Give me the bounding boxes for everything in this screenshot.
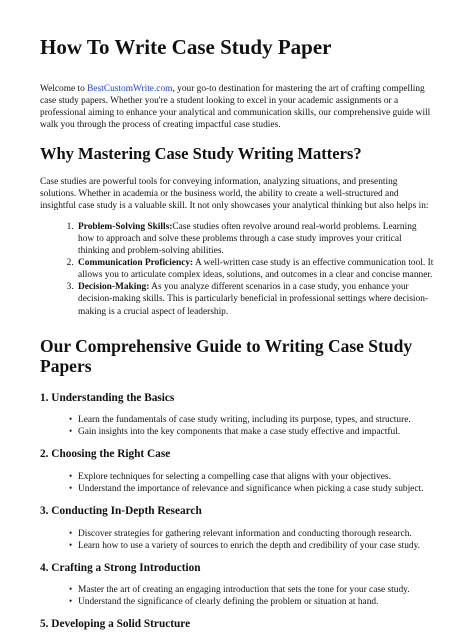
item-term: Decision-Making: (78, 282, 150, 293)
intro-before: Welcome to (40, 84, 88, 95)
guide-section (40, 562, 434, 609)
guide-section (40, 392, 434, 439)
bullet-list (40, 584, 434, 608)
section-heading: 1. Understanding the Basics (40, 391, 175, 404)
section-heading: 5. Developing a Solid Structure (40, 618, 191, 631)
item-term: Problem-Solving Skills: (78, 222, 173, 233)
section-heading: 3. Conducting In-Depth Research (40, 505, 202, 517)
bullet-item: • Understand the importance of relevance and significance when picking a case study subject. (78, 483, 434, 495)
guide-section (40, 448, 434, 495)
why-body: Case studies are powerful tools for conveying information, analyzing situations, and presenting solutions. Whether in academia or the business world, the ability to create a well-structured and insightful case study is a valuable skill. It not only showcases your analytical thinking but also helps in: (40, 177, 429, 212)
site-link[interactable]: BestCustomWrite.com (87, 84, 173, 95)
bullet-item: • Master the art of creating an engaging introduction that sets the tone for your case study. (78, 584, 434, 596)
item-text: A well-written case study is an effective communication tool. It allows you to articulate complex ideas, solutions, and outcomes in a clear and concise manner. (78, 258, 434, 281)
bullet-item: • Explore techniques for selecting a compelling case that aligns with your objectives. (78, 471, 434, 483)
section-heading: 4. Crafting a Strong Introduction (40, 561, 201, 574)
section-heading: 2. Choosing the Right Case (40, 448, 171, 461)
bullet-list (40, 471, 434, 495)
intro-paragraph (40, 83, 434, 131)
guide-heading: Our Comprehensive Guide to Writing Case Study Papers (40, 335, 413, 376)
bullet-item: • Discover strategies for gathering relevant information and conducting thorough research. (78, 528, 434, 540)
guide-section (40, 505, 434, 552)
list-item (76, 221, 434, 257)
benefits-list (40, 221, 434, 317)
bullet-item: • Learn how to use a variety of sources to enrich the depth and credibility of your case study. (78, 540, 434, 552)
item-text: As you analyze different scenarios in a case study, you enhance your decision-making skills. This is particularly beneficial in professional settings where decision-making is a crucial aspect of leadership. (78, 282, 429, 317)
list-item (76, 281, 434, 317)
page-title: How To Write Case Study Paper (40, 35, 332, 59)
bullet-item: • Understand the significance of clearly defining the problem or situation at hand. (78, 596, 434, 608)
bullet-list (40, 528, 434, 552)
bullet-item: • Gain insights into the key components that make a case study effective and impactful. (78, 426, 434, 438)
bullet-list (40, 414, 434, 438)
intro-after: , your go-to destination for mastering the art of crafting compelling case study papers. Whether you're a student looking to excel in your academic assignments or a professional aiming to enhance your analytical and communication skills, our comprehensive guide will walk you through the process of creating impactful case studies. (40, 84, 431, 131)
bullet-item: • Learn the fundamentals of case study writing, including its purpose, types, and structure. (78, 414, 434, 426)
why-heading: Why Mastering Case Study Writing Matters? (40, 144, 362, 164)
item-term: Communication Proficiency: (78, 258, 194, 269)
item-text: Case studies often revolve around real-world problems. Learning how to approach and solve these problems through a case study improves your critical thinking and problem-solving abilities. (78, 222, 417, 257)
guide-section (40, 618, 434, 632)
list-item (76, 257, 434, 281)
